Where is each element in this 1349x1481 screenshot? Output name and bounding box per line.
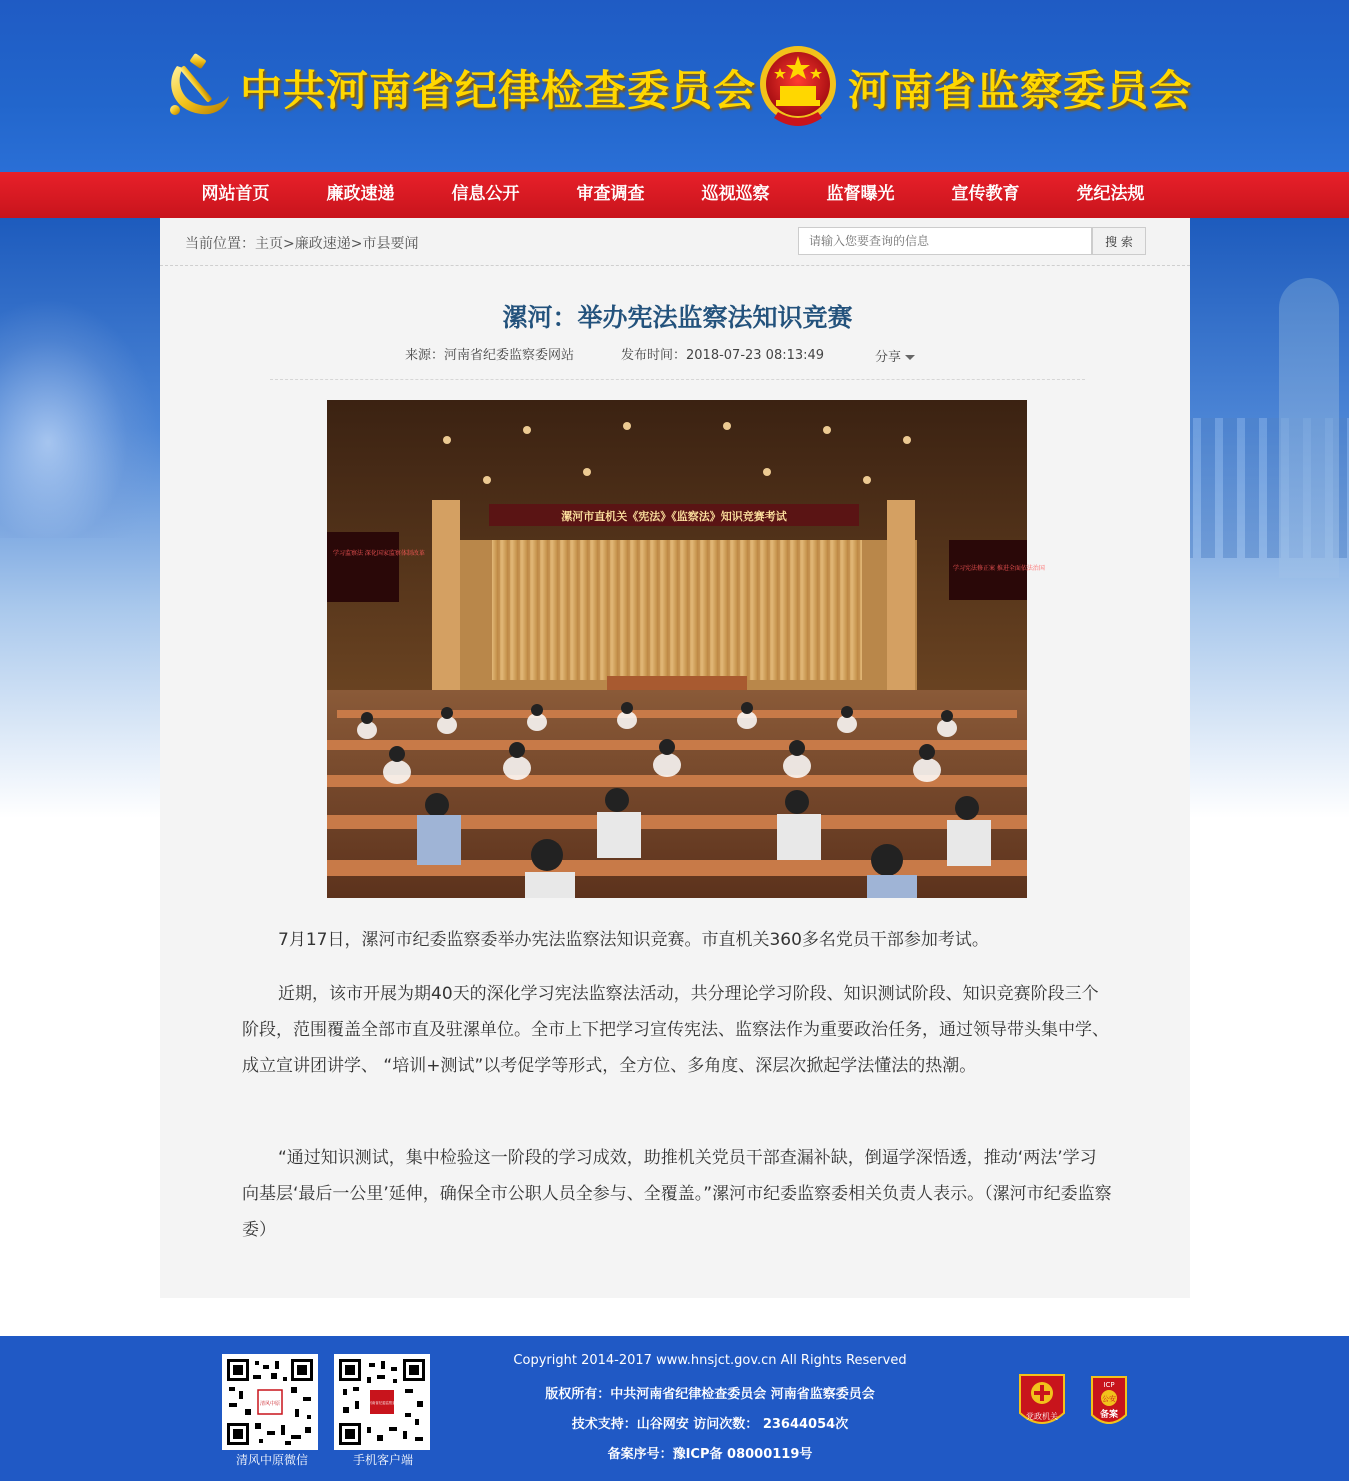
qr-code-icon[interactable]	[222, 1354, 318, 1450]
party-government-badge-icon[interactable]	[1016, 1371, 1068, 1433]
footer-support: 技术支持：山谷网安 访问次数： 23644054次	[571, 1417, 849, 1432]
qr-code-icon[interactable]	[334, 1354, 430, 1450]
footer-owner: 版权所有：中共河南省纪律检查委员会 河南省监察委员会	[545, 1387, 875, 1402]
nav-item-education[interactable]: 宣传教育	[951, 184, 1020, 204]
breadcrumb-link-news[interactable]: 廉政速递	[294, 236, 351, 252]
search-input[interactable]	[798, 227, 1092, 255]
breadcrumb-separator: >	[283, 236, 295, 252]
background-tower	[1279, 278, 1339, 578]
national-emblem-icon	[758, 42, 838, 130]
nav-item-disclosure[interactable]: 信息公开	[451, 184, 520, 204]
photo-left-screen-text: 学习监察法 深化国家监察体制改革	[333, 550, 425, 557]
qr-label-wechat: 清风中原微信	[235, 1453, 308, 1467]
article-source: 来源：河南省纪委监察委网站	[405, 348, 575, 363]
site-header	[0, 0, 1349, 172]
hammer-sickle-icon	[163, 52, 231, 120]
nav-item-inspection[interactable]: 巡视巡察	[701, 184, 770, 204]
breadcrumb-separator: >	[350, 236, 363, 252]
divider	[270, 379, 1085, 380]
footer-copyright: Copyright 2014-2017 www.hnsjct.gov.cn All Rights Reserved	[513, 1353, 907, 1368]
content-container	[160, 218, 1190, 1298]
search-button[interactable]: 搜 索	[1092, 227, 1146, 255]
nav-item-news[interactable]: 廉政速递	[326, 184, 395, 204]
breadcrumb-prefix: 当前位置：	[185, 236, 255, 252]
nav-item-exposure[interactable]: 监督曝光	[826, 184, 895, 204]
main-nav	[0, 172, 1349, 218]
location-bar	[160, 218, 1190, 266]
breadcrumb	[185, 233, 418, 253]
article-paragraph: “通过知识测试，集中检验这一阶段的学习成效，助推机关党员干部查漏补缺，倒逼学深悟透，推动‘两法’学习向基层‘最后一公里’延伸，确保全市公职人员全参与、全覆盖。”漯河市纪委监察委相关负责人表示。（漯河市纪委监察委）	[242, 1148, 1112, 1240]
article	[175, 266, 1180, 1298]
chevron-down-icon	[905, 355, 915, 360]
photo-right-screen-text: 学习宪法修正案 推进全面依法治国	[953, 565, 1045, 572]
site-footer	[0, 1336, 1349, 1481]
article-paragraph: 近期，该市开展为期40天的深化学习宪法监察法活动，共分理论学习阶段、知识测试阶段、知识竞赛阶段三个阶段，范围覆盖全部市直及驻漯单位。全市上下把学习宣传宪法、监察法作为重要政治任务，通过领导带头集中学、成立宣讲团讲学、 “培训+测试”以考促学等形式，全方位、多角度、深层次掀起学法懂法的热潮。	[242, 984, 1109, 1076]
share-label: 分享	[875, 350, 902, 365]
qr-label-app: 手机客户端	[352, 1453, 413, 1467]
site-title-left: 中共河南省纪律检查委员会	[240, 66, 757, 115]
qr-stamp-text: 河南省纪委监察委	[368, 1401, 396, 1405]
background-stadium	[0, 298, 160, 538]
breadcrumb-link-county[interactable]: 市县要闻	[362, 236, 419, 252]
icp-record-badge-icon[interactable]	[1088, 1371, 1130, 1433]
article-photo	[327, 400, 1045, 898]
nav-item-regulations[interactable]: 党纪法规	[1076, 184, 1145, 204]
badge-police-text: 公安	[1102, 1395, 1116, 1403]
qr-stamp-text: 清风中原	[259, 1401, 281, 1407]
article-paragraph: 7月17日，漯河市纪委监察委举办宪法监察法知识竞赛。市直机关360多名党员干部参加考试。	[278, 930, 989, 950]
badge-left-text: 党政机关	[1026, 1412, 1058, 1421]
breadcrumb-link-home[interactable]: 主页	[255, 236, 283, 252]
badge-record-text: 备案	[1099, 1410, 1119, 1420]
article-title: 漯河：举办宪法监察法知识竞赛	[502, 303, 853, 332]
footer-icp: 备案序号：豫ICP备 08000119号	[607, 1447, 813, 1462]
nav-item-investigation[interactable]: 审查调查	[576, 184, 645, 204]
nav-item-home[interactable]: 网站首页	[201, 184, 270, 204]
article-pubtime: 发布时间：2018-07-23 08:13:49	[621, 348, 825, 363]
site-title-right: 河南省监察委员会	[848, 66, 1193, 115]
badge-icp-text: ICP	[1103, 1381, 1115, 1389]
photo-banner-text: 漯河市直机关《宪法》《监察法》知识竞赛考试	[561, 510, 787, 523]
share-button[interactable]	[875, 346, 915, 365]
